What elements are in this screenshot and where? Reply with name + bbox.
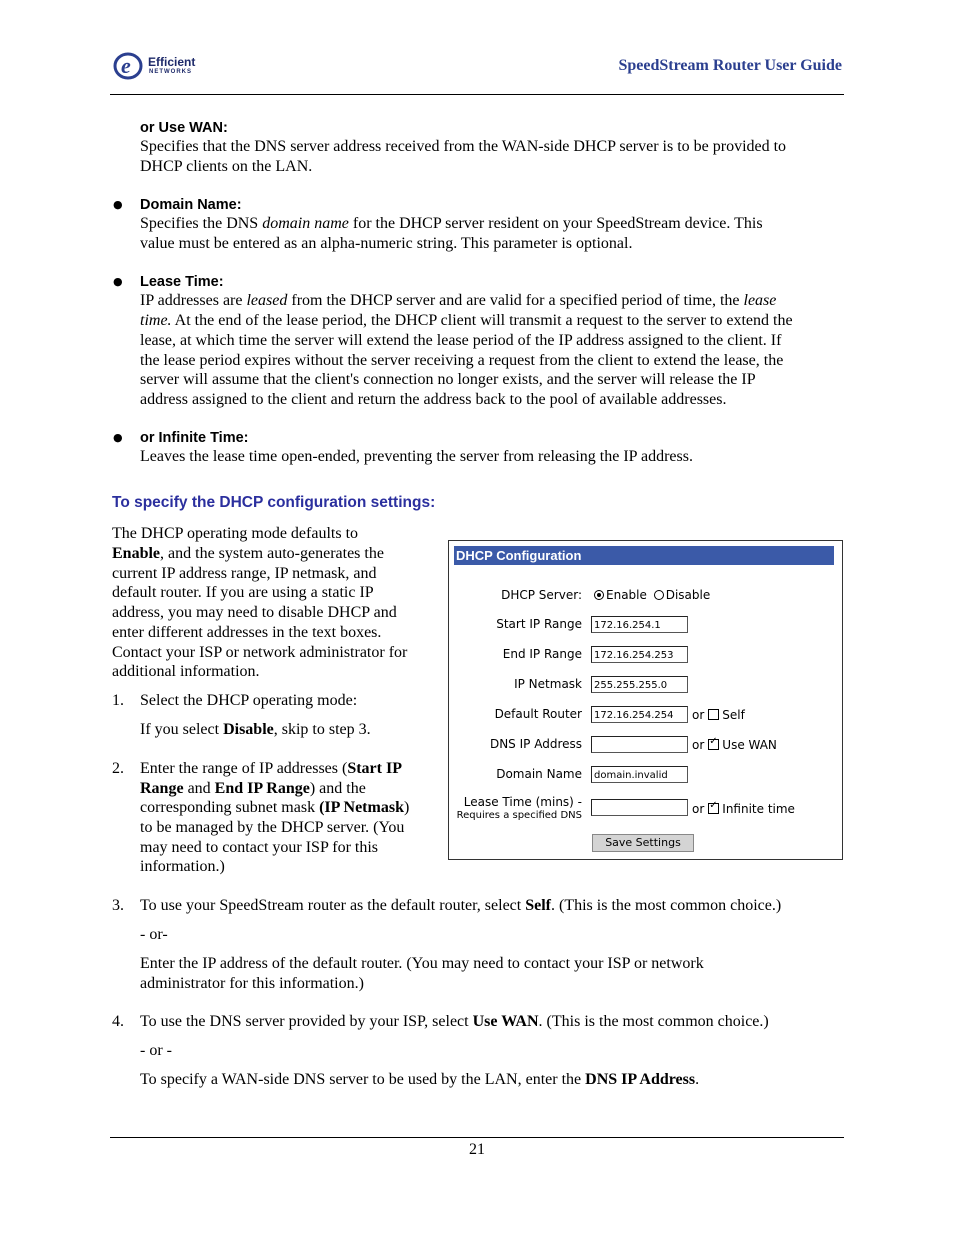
use-wan-checkbox[interactable] <box>708 739 719 750</box>
page-number: 21 <box>469 1141 485 1158</box>
intro-l8: additional information. <box>112 663 260 680</box>
dhcp-mode-radios <box>594 588 710 602</box>
domain-name-label: Domain Name: <box>140 197 242 213</box>
step-number: 1. <box>112 692 124 709</box>
domain-name-input[interactable]: domain.invalid <box>591 766 688 783</box>
step-number: 2. <box>112 760 124 777</box>
lease-time-line5: server will assume that the client's connection no longer exists, and the server will release the IP <box>140 371 756 388</box>
intro-l2: Enable, and the system auto-generates the <box>112 545 384 562</box>
step-number: 3. <box>112 897 124 914</box>
step2-l3: corresponding subnet mask (IP Netmask) <box>140 799 410 816</box>
disable-radio[interactable] <box>654 590 664 600</box>
step3-l2: Enter the IP address of the default router. (You may need to contact your ISP or network <box>140 955 704 972</box>
use-wan-label: or Use WAN: <box>140 120 228 136</box>
or-label: or <box>692 802 705 816</box>
step4-l2: To specify a WAN-side DNS server to be used by the LAN, enter the DNS IP Address. <box>140 1071 700 1088</box>
lease-time-line3: lease, at which time the server will extend the lease period of the IP address assigned to the client. If <box>140 332 782 349</box>
step3-l3: administrator for this information.) <box>140 975 364 992</box>
infinite-time-option <box>692 802 795 816</box>
self-label: Self <box>722 708 745 722</box>
self-option <box>692 708 745 722</box>
save-settings-button[interactable]: Save Settings <box>592 834 694 852</box>
bullet-icon: ● <box>113 275 123 288</box>
use-wan-label: Use WAN <box>722 738 777 752</box>
step2-l1: Enter the range of IP addresses (Start IP <box>140 760 402 777</box>
enable-radio[interactable] <box>594 590 604 600</box>
start-ip-label: Start IP Range <box>496 617 582 631</box>
lease-time-line2: time. At the end of the lease period, the DHCP client will transmit a request to the server to extend the <box>140 312 793 329</box>
start-ip-input[interactable]: 172.16.254.1 <box>591 616 688 633</box>
step3-or: - or- <box>140 926 168 943</box>
step-number: 4. <box>112 1013 124 1030</box>
step2-l2: Range and End IP Range) and the <box>140 780 366 797</box>
step1-text: Select the DHCP operating mode: <box>140 692 358 709</box>
lease-time-note: Requires a specified DNS <box>456 810 582 821</box>
step2-l4: to be managed by the DHCP server. (You <box>140 819 405 836</box>
procedure-heading: To specify the DHCP configuration settings: <box>112 494 436 511</box>
intro-l4: default router. If you are using a static IP <box>112 584 374 601</box>
step2-l6: information.) <box>140 858 225 875</box>
disable-label: Disable <box>665 588 711 602</box>
lease-time-line6: address assigned to the client and return the address back to the pool of available addresses. <box>140 391 727 408</box>
domain-name-line2: value must be entered as an alpha-numeric string. This parameter is optional. <box>140 235 633 252</box>
default-router-label: Default Router <box>494 707 582 721</box>
infinite-time-label: or Infinite Time: <box>140 430 249 446</box>
lease-time-label: Lease Time: <box>140 274 224 290</box>
enable-label: Enable <box>606 588 647 602</box>
end-ip-label: End IP Range <box>502 647 582 661</box>
use-wan-option <box>692 738 777 752</box>
bullet-icon: ● <box>113 431 123 444</box>
use-wan-line1: Specifies that the DNS server address received from the WAN-side DHCP server is to be provided to <box>140 138 787 155</box>
step4-l1: To use the DNS server provided by your ISP, select Use WAN. (This is the most common choice.) <box>140 1013 769 1030</box>
bullet-icon: ● <box>113 198 123 211</box>
header-rule <box>110 94 844 95</box>
intro-l7: Contact your ISP or network administrator for <box>112 644 408 661</box>
panel-title: DHCP Configuration <box>454 546 834 565</box>
dns-ip-input[interactable] <box>591 736 688 753</box>
efficient-logo-icon <box>113 50 145 82</box>
lease-time-input[interactable] <box>591 799 688 816</box>
svg-text:e: e <box>121 53 131 78</box>
domain-name-field-label: Domain Name <box>496 767 582 781</box>
logo-main-text: Efficient <box>148 55 196 69</box>
guide-title: SpeedStream Router User Guide <box>618 57 842 74</box>
intro-l1: The DHCP operating mode defaults to <box>112 525 359 542</box>
infinite-time-line1: Leaves the lease time open-ended, preventing the server from releasing the IP address. <box>140 448 693 465</box>
intro-l5: address, you may need to disable DHCP and <box>112 604 397 621</box>
step2-l5: may need to contact your ISP for this <box>140 839 379 856</box>
lease-time-line1: IP addresses are leased from the DHCP server and are valid for a specified period of time, the lease <box>140 292 777 309</box>
step3-l1: To use your SpeedStream router as the default router, select Self. (This is the most common choice.) <box>140 897 782 914</box>
infinite-time-label: Infinite time <box>722 802 795 816</box>
intro-l3: current IP address range, IP netmask, and <box>112 565 377 582</box>
intro-l6: enter different addresses in the text boxes. <box>112 624 382 641</box>
dns-ip-label: DNS IP Address <box>489 737 582 751</box>
logo-sub-text: NETWORKS <box>149 69 192 75</box>
infinite-time-checkbox[interactable] <box>708 803 719 814</box>
self-checkbox[interactable] <box>708 709 719 720</box>
lease-time-line4: the lease period expires without the server receiving a request from the client to extend the lease, the <box>140 352 784 369</box>
netmask-label: IP Netmask <box>514 677 582 691</box>
or-label: or <box>692 708 705 722</box>
default-router-input[interactable]: 172.16.254.254 <box>591 706 688 723</box>
use-wan-line2: DHCP clients on the LAN. <box>140 158 313 175</box>
dhcp-server-label: DHCP Server: <box>501 588 582 602</box>
step4-or: - or - <box>140 1042 172 1059</box>
dhcp-configuration-panel <box>448 540 843 860</box>
domain-name-line1: Specifies the DNS domain name for the DHCP server resident on your SpeedStream device. This <box>140 215 763 232</box>
or-label: or <box>692 738 705 752</box>
end-ip-input[interactable]: 172.16.254.253 <box>591 646 688 663</box>
footer-rule <box>110 1137 844 1138</box>
lease-time-field-label: Lease Time (mins) - <box>463 795 582 809</box>
logo <box>113 50 213 82</box>
netmask-input[interactable]: 255.255.255.0 <box>591 676 688 693</box>
step1-sub: If you select Disable, skip to step 3. <box>140 721 371 738</box>
